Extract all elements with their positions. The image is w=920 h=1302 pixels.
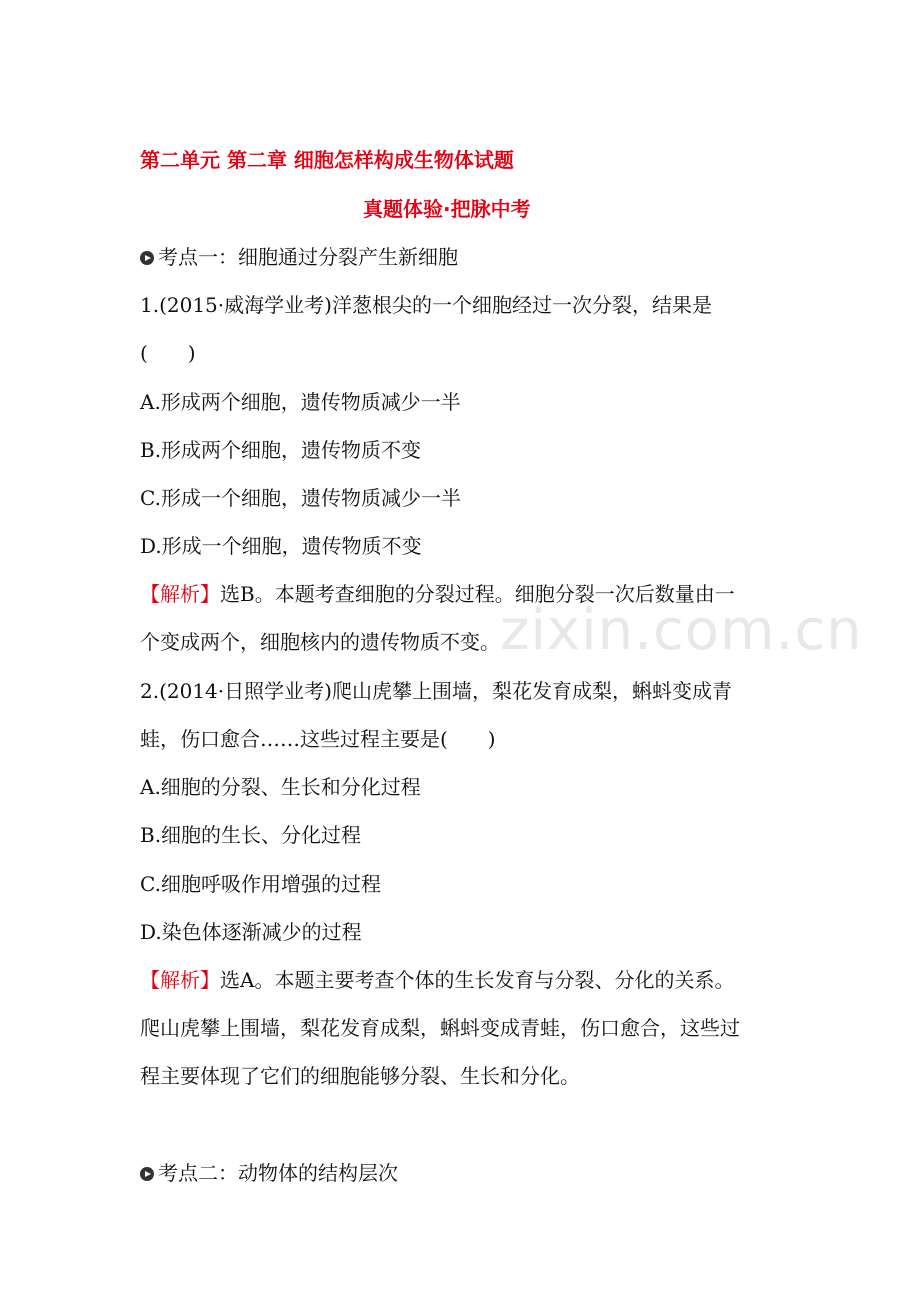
section-subtitle: 真题体验·把脉中考 [363, 197, 531, 221]
question-2-option-d: D.染色体逐渐减少的过程 [140, 920, 362, 944]
question-1-stem-line-1: 1.(2015·威海学业考)洋葱根尖的一个细胞经过一次分裂，结果是 [140, 293, 712, 317]
question-2-stem-line-2: 蛙，伤口愈合……这些过程主要是( ) [140, 727, 496, 751]
question-1-analysis-line-2: 个变成两个，细胞核内的遗传物质不变。 [140, 630, 500, 654]
analysis-text: 选A。本题主要考查个体的生长发育与分裂、分化的关系。 [220, 968, 735, 992]
key-point-label: 考点二：动物体的结构层次 [158, 1161, 398, 1185]
key-point-1 [140, 243, 458, 271]
key-point-2 [140, 1159, 398, 1187]
document-title: 第二单元 第二章 细胞怎样构成生物体试题 [140, 148, 514, 172]
question-2-stem-line-1: 2.(2014·日照学业考)爬山虎攀上围墙，梨花发育成梨，蝌蚪变成青 [140, 679, 732, 703]
question-2-analysis-line-3: 程主要体现了它们的细胞能够分裂、生长和分化。 [140, 1064, 580, 1088]
question-2-option-b: B.细胞的生长、分化过程 [140, 823, 362, 847]
key-point-label: 考点一：细胞通过分裂产生新细胞 [158, 245, 458, 269]
question-2-option-c: C.细胞呼吸作用增强的过程 [140, 872, 381, 896]
question-1-option-a: A.形成两个细胞，遗传物质减少一半 [140, 390, 461, 414]
question-2-analysis-line-2: 爬山虎攀上围墙，梨花发育成梨，蝌蚪变成青蛙，伤口愈合，这些过 [140, 1016, 740, 1040]
watermark: zixin.com.cn [500, 598, 863, 663]
analysis-tag: 【解析】 [140, 582, 220, 606]
question-2-analysis-line-1 [140, 966, 734, 994]
play-circle-icon [140, 251, 154, 265]
question-1-option-c: C.形成一个细胞，遗传物质减少一半 [140, 486, 461, 510]
play-circle-icon [140, 1167, 154, 1181]
analysis-tag: 【解析】 [140, 968, 220, 992]
analysis-text: 选B。本题考查细胞的分裂过程。细胞分裂一次后数量由一 [220, 582, 735, 606]
question-1-option-b: B.形成两个细胞，遗传物质不变 [140, 438, 422, 462]
question-1-option-d: D.形成一个细胞，遗传物质不变 [140, 534, 422, 558]
question-2-option-a: A.细胞的分裂、生长和分化过程 [140, 775, 421, 799]
question-1-stem-line-2: ( ) [140, 341, 196, 365]
